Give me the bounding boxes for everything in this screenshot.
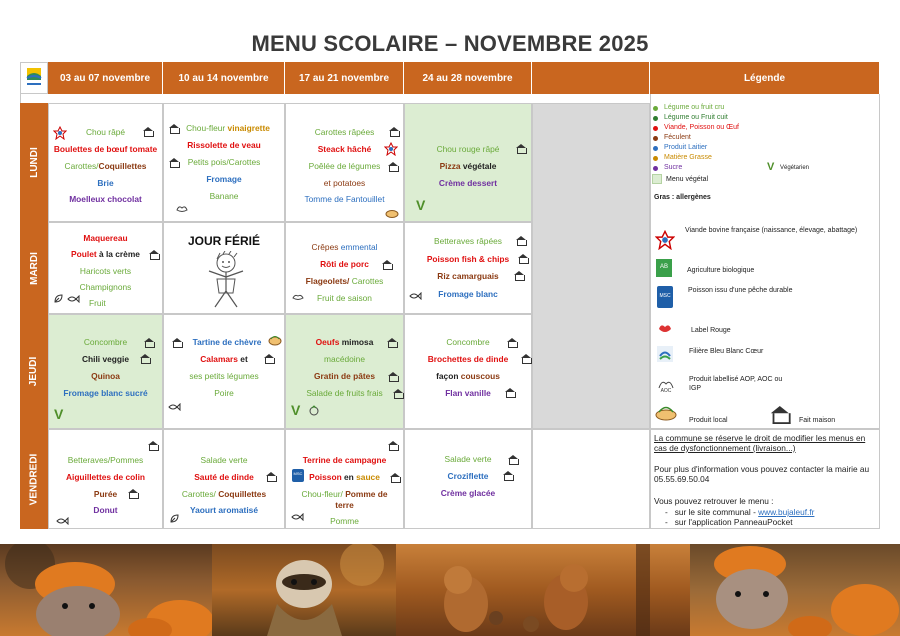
dish: Salade de fruits frais (306, 388, 383, 398)
dish: et potatoes (323, 178, 366, 188)
homemade-icon (139, 354, 151, 363)
week-header-2: 10 au 14 novembre (163, 62, 285, 94)
menu-cell-vendredi-w3 (285, 429, 404, 529)
dish: Concombre (83, 337, 128, 347)
dish: Petits pois/Carottes (187, 157, 261, 167)
menu-cell-vendredi-w2 (163, 429, 285, 529)
legend-dot (653, 116, 658, 121)
dish: Moelleux chocolat (69, 194, 142, 204)
homemade-icon (513, 271, 525, 280)
day-label-vendredi: VENDREDI (20, 429, 48, 529)
dish-line: Flageolets/ Carottes (305, 276, 384, 286)
dish: Boulettes de bœuf tomate (53, 144, 158, 154)
empty-cell (532, 103, 650, 429)
dish: Crème dessert (438, 178, 498, 188)
menu-cell-mardi-w3 (285, 222, 404, 314)
dish: Fromage (206, 174, 242, 184)
local-product-icon (268, 334, 282, 346)
menu-cell-lundi-w2 (163, 103, 285, 222)
empty-cell (532, 429, 650, 529)
legend-label: Fait maison (799, 417, 836, 424)
dish: Poire (214, 388, 234, 398)
homemade-icon (517, 254, 529, 263)
homemade-icon (388, 127, 400, 136)
dish: Banane (209, 191, 239, 201)
dish: Rôti de porc (320, 259, 369, 269)
dish-line: Carottes/ Coquillettes (181, 489, 267, 499)
dish: Steack hâché (317, 144, 372, 154)
dish-line: façon couscous (436, 371, 500, 381)
menu-cell-jeudi-w1 (48, 314, 163, 429)
homemade-icon (127, 489, 139, 498)
menu-cell-lundi-w3 (285, 103, 404, 222)
menu-cell-mardi-w2 (163, 222, 285, 314)
dish: Carottes râpées (314, 127, 375, 137)
dish: Brie (97, 178, 114, 188)
dish: Poêlée de légumes (308, 161, 381, 171)
dish: Salade verte (444, 454, 492, 464)
svg-text:AB: AB (659, 264, 669, 270)
svg-text:MSC: MSC (659, 293, 671, 299)
legend-vegetarien: Végétarien (780, 165, 810, 171)
dish-line: Crêpes emmental (311, 242, 378, 252)
legend-label: Produit labellisé AOP, AOC ou IGP (689, 376, 783, 392)
day-label-jeudi: JEUDI (20, 314, 48, 429)
homemade-icon (387, 441, 399, 450)
dish-line: Chou-fleur vinaigrette (186, 123, 270, 133)
info-disclaimer: La commune se réserve le droit de modifier les menus en cas de dysfonctionnement (livraison...) (654, 433, 866, 453)
legend-dot (653, 136, 658, 141)
homemade-icon (148, 250, 160, 259)
info-site: - sur le site communal - www.bujaleuf.fr (665, 507, 815, 517)
label-rouge-icon (308, 405, 320, 417)
dish: Croziflette (447, 471, 489, 481)
french-beef-icon (384, 142, 398, 156)
legend-dot (653, 106, 658, 111)
dish: Poisson fish & chips (426, 254, 510, 264)
dish: Betteraves/Pommes (67, 455, 144, 465)
dish: Gratin de pâtes (314, 371, 375, 381)
legend-label: Agriculture biologique (687, 267, 755, 274)
label-rouge-logo-icon (657, 322, 673, 336)
fish-icon (67, 295, 80, 303)
photo-mouse-pumpkin (690, 544, 900, 636)
homemade-icon (515, 144, 527, 153)
dish: Pomme (330, 516, 359, 526)
homemade-icon (143, 338, 155, 347)
homemade-icon (142, 127, 154, 136)
homemade-icon (389, 473, 401, 482)
homemade-icon (387, 162, 399, 171)
site-link[interactable]: www.bujaleuf.fr (758, 507, 815, 517)
french-beef-icon (655, 230, 675, 250)
dish-line: Pizza végétale (439, 161, 497, 171)
bleu-blanc-coeur-icon (657, 346, 673, 362)
dish: Maquereau (83, 233, 128, 243)
legend-label: Viande bovine française (naissance, élevage, abattage) (685, 227, 858, 234)
homemade-icon (502, 471, 514, 480)
legend-label: Poisson issu d'une pêche durable (688, 287, 793, 294)
logo-cell (20, 62, 48, 94)
legend-vegetal-swatch (652, 174, 662, 184)
legend-vegetal: Menu végétal (666, 176, 709, 183)
week-header-3: 17 au 21 novembre (285, 62, 404, 94)
dish: Chili veggie (81, 354, 129, 364)
info-menu-where: Vous pouvez retrouver le menu : (654, 496, 774, 506)
dish: Fromage blanc (438, 289, 498, 299)
dish: Quinoa (91, 371, 120, 381)
legend-item: Produit Laitier (664, 144, 708, 151)
legend-label: Produit local (689, 417, 728, 424)
legend-item: Viande, Poisson ou Œuf (664, 124, 739, 131)
dish: Fruit (89, 298, 106, 308)
menu-cell-mardi-w4 (404, 222, 532, 314)
dish: Fruit de saison (317, 293, 372, 303)
child-drawing (201, 251, 251, 313)
dish: terre (335, 500, 354, 510)
menu-cell-vendredi-w1 (48, 429, 163, 529)
dish-line: Calamars et (200, 354, 248, 364)
menu-cell-vendredi-w4 (404, 429, 532, 529)
msc-logo-icon (657, 286, 673, 308)
dish: Tartine de chèvre (192, 337, 262, 347)
local-product-icon (385, 208, 399, 218)
dish: Tomme de Fantouillet (304, 194, 385, 204)
svg-text:AOC: AOC (660, 388, 672, 394)
dish-line: Carottes/Coquillettes (64, 161, 147, 171)
homemade-icon (520, 354, 532, 363)
menu-cell-jeudi-w3 (285, 314, 404, 429)
dish-line: Oeufs mimosa (315, 337, 374, 347)
legend-label: Filière Bleu Blanc Cœur (689, 348, 764, 355)
menu-cell-lundi-w1 (48, 103, 163, 222)
fish-icon (168, 403, 181, 411)
homemade-icon (263, 354, 275, 363)
menu-cell-mardi-w1 (48, 222, 163, 314)
week-header-empty (532, 62, 650, 94)
day-label-lundi: LUNDI (20, 103, 48, 222)
menu-cell-lundi-w4 (404, 103, 532, 222)
holiday-label: JOUR FÉRIÉ (187, 234, 260, 248)
label-rouge-icon (175, 204, 189, 214)
homemade-icon (506, 338, 518, 347)
homemade-icon (387, 372, 399, 381)
organic-logo-icon (656, 259, 672, 277)
homemade-icon (769, 406, 791, 422)
day-label-mardi: MARDI (20, 222, 48, 314)
dish: Aiguillettes de colin (65, 472, 146, 482)
photo-squirrels (396, 544, 690, 636)
dish-line: Poulet à la crème (71, 249, 140, 259)
dish-line: Chou-fleur/ Pomme de (301, 489, 388, 499)
menu-cell-jeudi-w4 (404, 314, 532, 429)
legend-dot (653, 146, 658, 151)
fish-icon (56, 517, 69, 525)
dish: Champignons (79, 282, 132, 292)
aop-logo-icon (657, 376, 675, 394)
dish: Terrine de campagne (302, 455, 387, 465)
page-title: MENU SCOLAIRE – NOVEMBRE 2025 (251, 31, 649, 56)
homemade-icon (147, 441, 159, 450)
dish: Haricots verts (79, 266, 132, 276)
homemade-icon (507, 455, 519, 464)
dish: Chou râpé (85, 127, 126, 137)
homemade-icon (515, 236, 527, 245)
legend-dot (653, 126, 658, 131)
homemade-icon (386, 338, 398, 347)
dish: Concombre (446, 337, 490, 347)
photo-mouse-hat (0, 544, 212, 636)
legend-item: Matière Grasse (664, 154, 712, 161)
homemade-icon (381, 260, 393, 269)
legend-item: Légume ou fruit cru (664, 104, 725, 111)
dish: Chou rouge râpé (436, 144, 500, 154)
vegetarian-icon: V (767, 161, 775, 173)
info-contact: Pour plus d'information vous pouvez contacter la mairie au 05.55.69.50.04 (654, 464, 870, 484)
homemade-icon (265, 472, 277, 481)
dish: Crème glacée (440, 488, 496, 498)
menu-cell-jeudi-w2 (163, 314, 285, 429)
vegetarian-icon: V (54, 406, 64, 422)
dish: Salade verte (200, 455, 248, 465)
dish-line: Poisson en sauce (309, 472, 380, 482)
dish: Brochettes de dinde (427, 354, 509, 364)
organic-icon (53, 293, 64, 304)
legend-dot (653, 166, 658, 171)
homemade-icon (392, 389, 404, 398)
dish: Sauté de dinde (194, 472, 254, 482)
photo-ferret (212, 544, 396, 636)
local-product-logo-icon (655, 403, 677, 421)
legend-dot (653, 156, 658, 161)
homemade-icon (504, 388, 516, 397)
legend-gras: Gras : allergènes (654, 194, 711, 201)
dish: Donut (93, 505, 118, 515)
legend-item: Légume ou Fruit cuit (664, 114, 728, 121)
legend-header: Légende (650, 62, 880, 94)
dish: Riz camarguais (437, 271, 499, 281)
dish: macédoine (324, 354, 365, 364)
dish: Fromage blanc sucré (63, 388, 148, 398)
week-header-1: 03 au 07 novembre (48, 62, 163, 94)
commune-logo (24, 66, 44, 90)
legend-item: Sucre (664, 164, 683, 171)
dish: Purée (93, 489, 118, 499)
vegetarian-icon: V (416, 197, 426, 213)
dish: ses petits légumes (189, 371, 259, 381)
info-app: - sur l'application PanneauPocket (665, 517, 793, 527)
legend-item: Féculent (664, 134, 691, 141)
legend-label: Label Rouge (691, 327, 731, 334)
week-header-4: 24 au 28 novembre (404, 62, 532, 94)
info-panel (650, 429, 880, 529)
dish: Betteraves râpées (434, 236, 502, 246)
svg-text:MSC: MSC (293, 471, 303, 476)
vegetarian-icon: V (291, 402, 301, 418)
dish: Flan vanille (445, 388, 491, 398)
legend-panel (650, 94, 880, 429)
dish: Rissolette de veau (187, 140, 261, 150)
dish: Yaourt aromatisé (190, 505, 258, 515)
